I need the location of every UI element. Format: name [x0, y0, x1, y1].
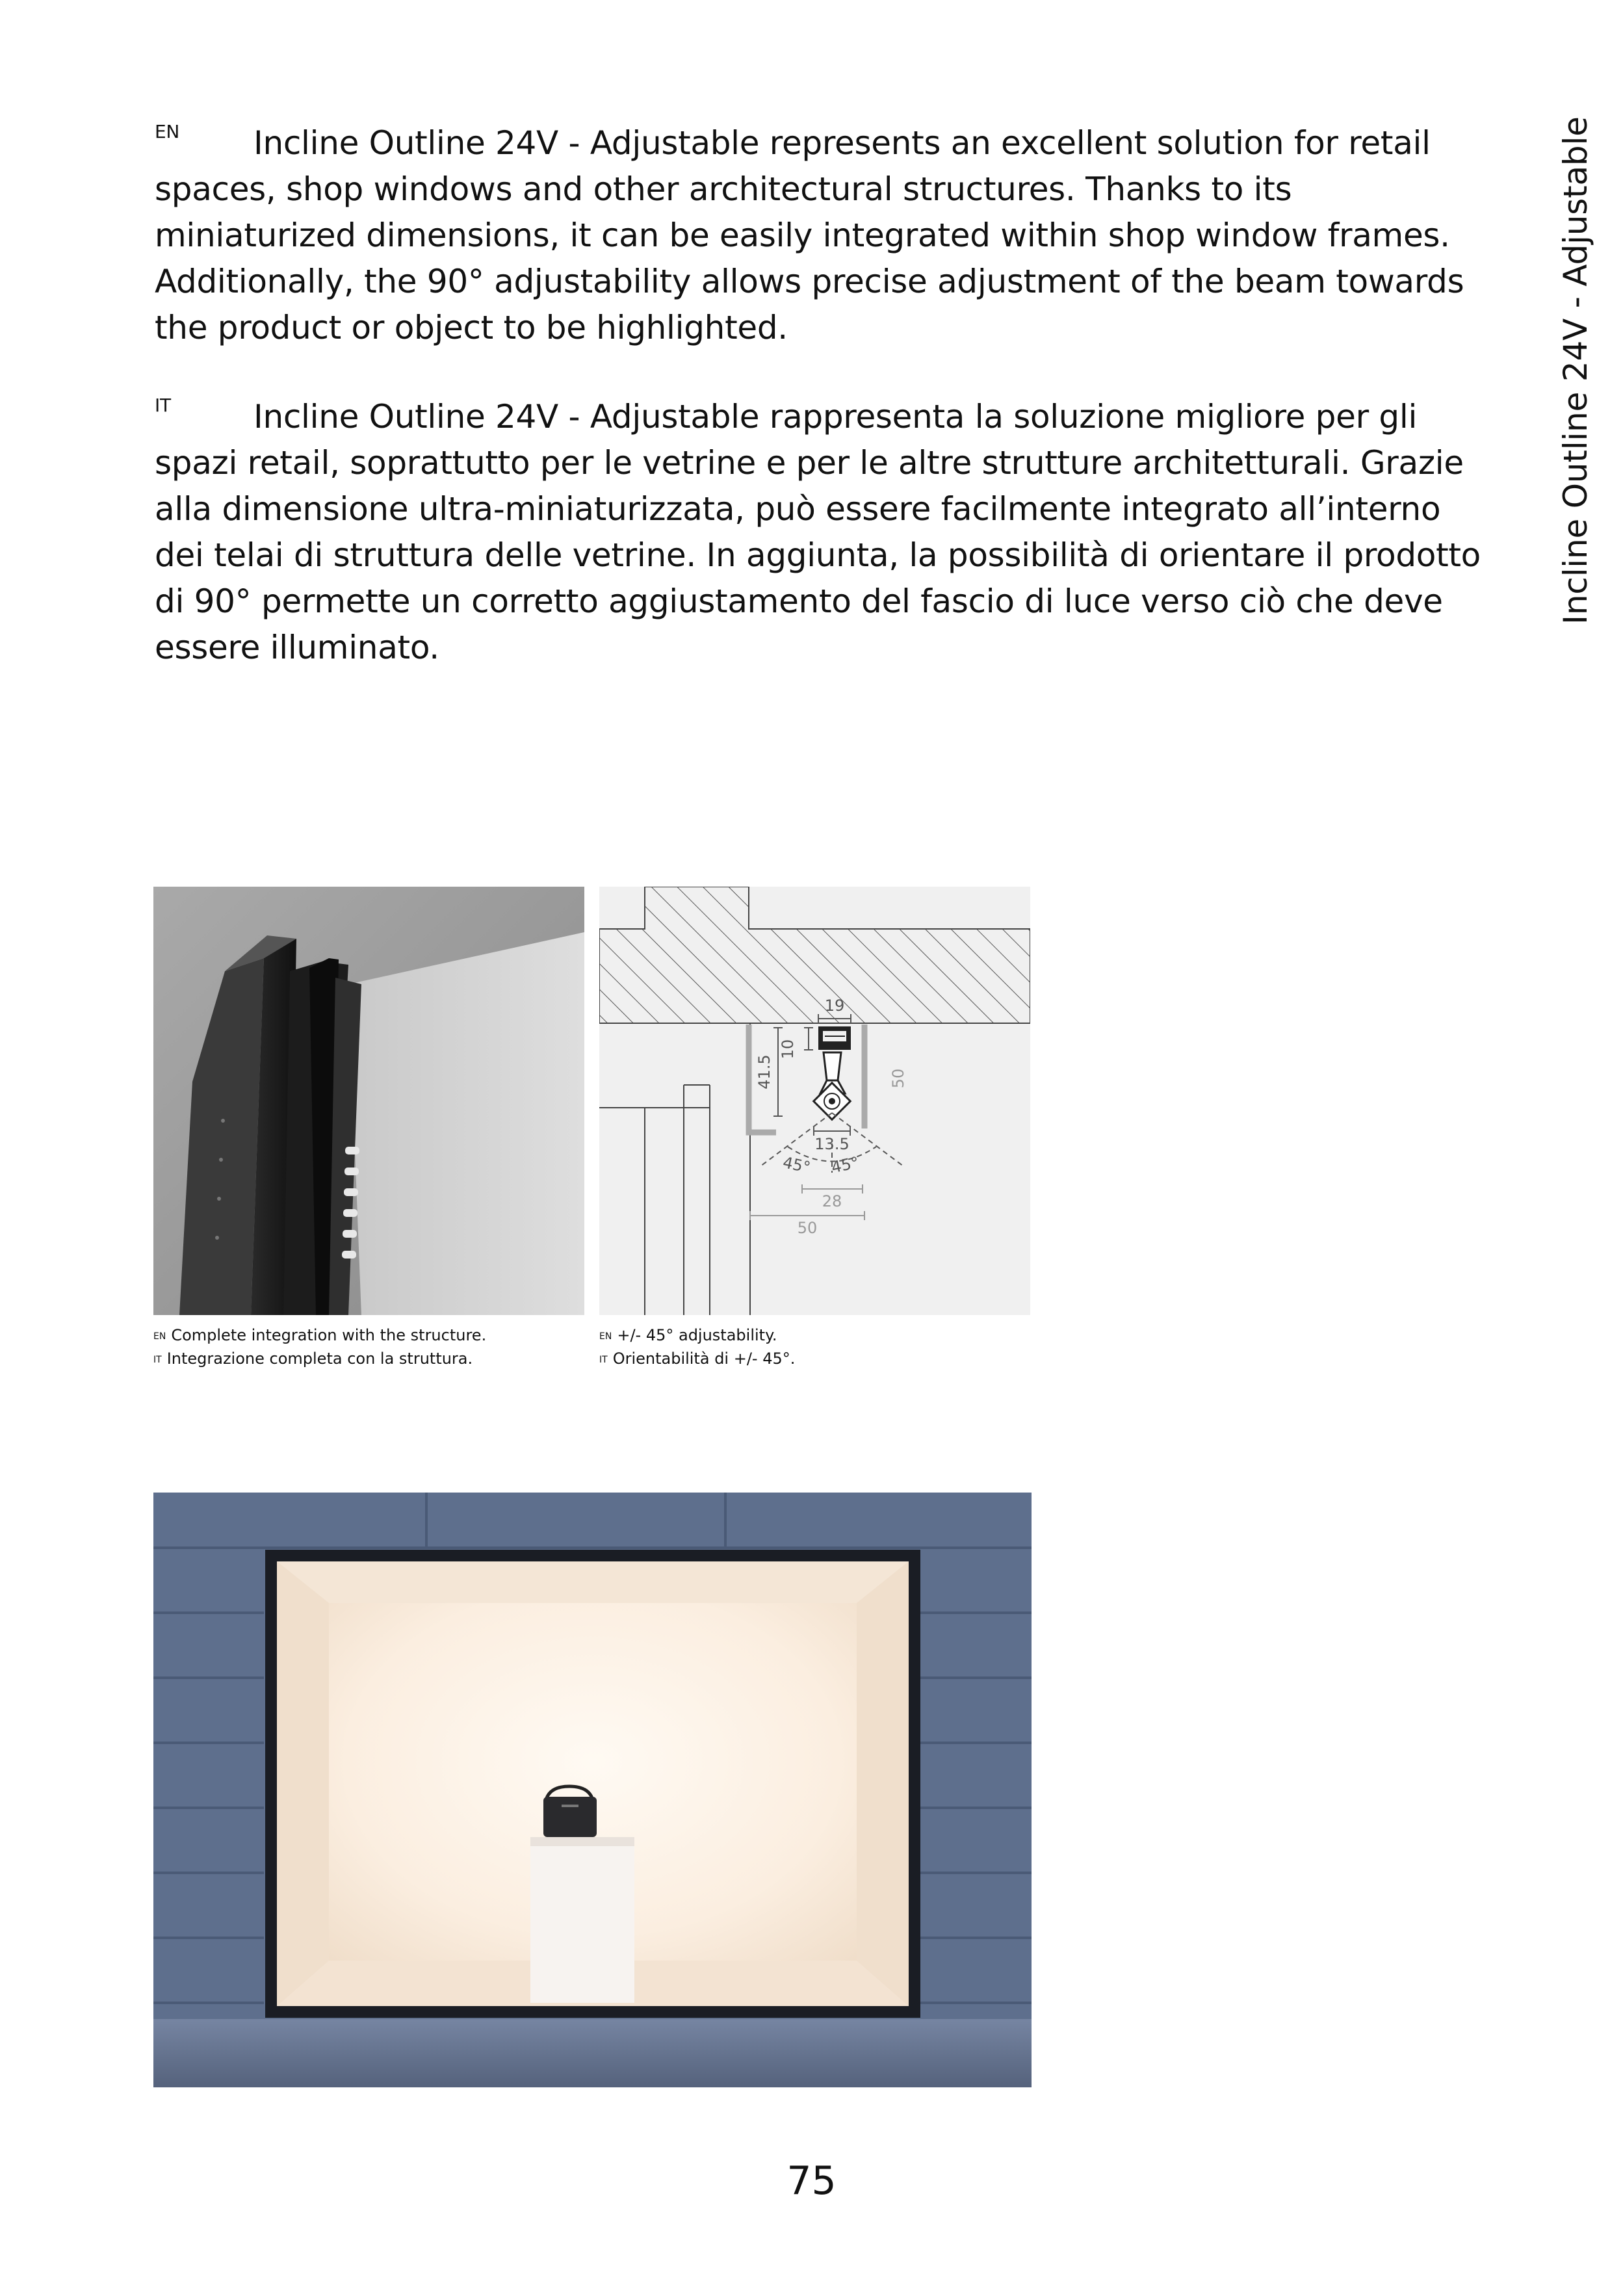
paragraph-it-text: Incline Outline 24V - Adjustable rappresenta la soluzione migliore per gli spazi retail, soprattutto per le vetrine e per le altre strutture architetturali. Grazie alla dimensione ultra-miniaturizzata, può essere facilmente integrato all’interno dei telai di struttura delle vetrine. In aggiunta, la possibilità di orientare il prodotto di 90° permette un corretto aggiustamento del fascio di luce verso ciò che deve essere illuminato. [155, 398, 1481, 666]
lang-tag-en: EN [155, 121, 180, 142]
dim-base-inner: 28 [822, 1192, 842, 1210]
figure2-caption-en: +/- 45° adjustability. [617, 1326, 777, 1344]
dim-height-profile: 50 [889, 1068, 907, 1089]
dim-height-total: 41.5 [755, 1054, 773, 1089]
technical-drawing [599, 887, 1030, 1315]
paragraph-en [155, 120, 1494, 351]
dim-spot-width: 13.5 [814, 1135, 850, 1153]
figure1-caption-it-tag: IT [153, 1355, 162, 1365]
figure1-caption [153, 1324, 486, 1370]
figure1-caption-en-tag: EN [153, 1331, 166, 1342]
lang-tag-it: IT [155, 395, 171, 416]
side-title [1550, 116, 1602, 625]
figure2-caption [599, 1324, 795, 1370]
product-render-image [153, 887, 584, 1315]
side-title-text: Incline Outline 24V - Adjustable [1557, 116, 1594, 625]
figure2-caption-it: Orientabilità di +/- 45°. [612, 1350, 796, 1368]
paragraph-it [155, 394, 1494, 671]
dim-base-outer: 50 [797, 1219, 818, 1237]
figure2-caption-it-tag: IT [599, 1355, 608, 1365]
page-number: 75 [786, 2158, 837, 2204]
dim-angle-left: 45° [781, 1153, 812, 1177]
paragraph-en-text: Incline Outline 24V - Adjustable represents an excellent solution for retail spaces, shop windows and other architectural structures. Thanks to its miniaturized dimensions, it can be easily integrated within shop window frames. Additionally, the 90° adjustability allows precise adjustment of the beam towards the product or object to be highlighted. [155, 124, 1464, 346]
figure1-caption-en: Complete integration with the structure. [171, 1326, 487, 1344]
figure2-caption-en-tag: EN [599, 1331, 612, 1342]
shop-window-photo [153, 1493, 1032, 2087]
dim-width-top: 19 [824, 997, 845, 1015]
figure1-caption-it: Integrazione completa con la struttura. [166, 1350, 473, 1368]
dim-angle-right: 45° [829, 1153, 861, 1177]
dim-height-head: 10 [779, 1039, 797, 1060]
